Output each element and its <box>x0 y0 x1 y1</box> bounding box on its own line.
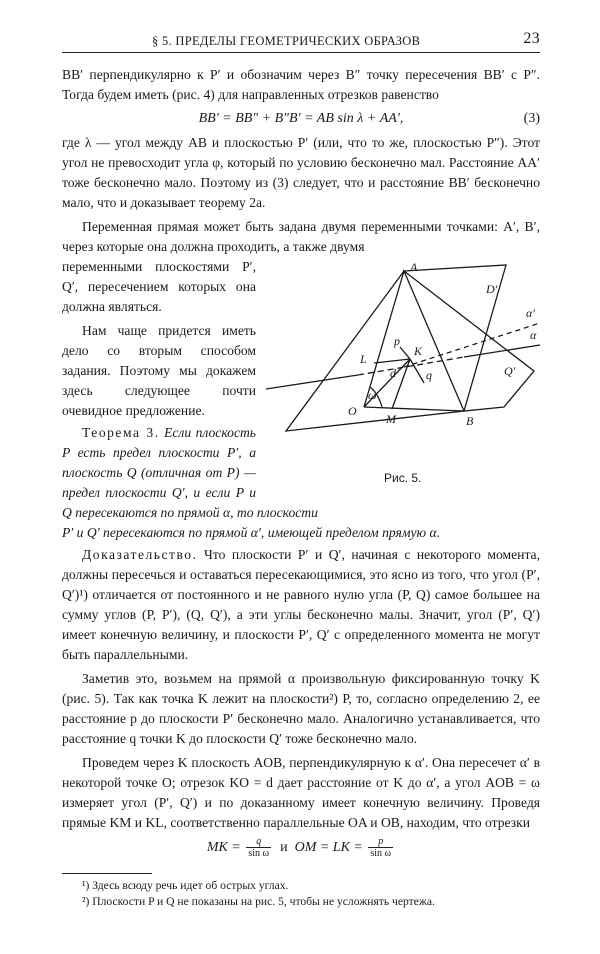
final-conjunction: и <box>280 840 288 855</box>
line-alpha <box>266 375 358 389</box>
proof-label: Доказательство. <box>82 547 198 562</box>
fraction-q-over-sin <box>246 836 271 859</box>
equation-3 <box>62 107 540 131</box>
proof <box>62 545 540 665</box>
paragraph-1: BB′ перпендикулярно к P′ и обозначим через B″ точку пересечения BB′ с P″. Тогда будем иметь (рис. 4) для направленных отрезков равенство <box>62 67 540 102</box>
label-q: q <box>426 368 432 382</box>
running-header <box>62 30 540 53</box>
label-o: O <box>348 404 357 418</box>
paragraph-4: Нам чаще придется иметь дело со вторым способом задания. Поэтому мы докажем здесь следующее почти очевидное предложение. <box>62 323 256 418</box>
label-omega: ω <box>368 388 377 402</box>
label-alpha: α <box>530 328 537 342</box>
footnote-2: ²) Плоскости P и Q не показаны на рис. 5, чтобы не усложнять чертежа. <box>82 895 435 908</box>
label-b: B <box>466 414 474 428</box>
paragraph-2: где λ — угол между AB и плоскостью P′ (или, что то же, плоскостью P″). Этот угол не превосходит угла φ, который по условию бесконечно мал. Расстояние AA′ тоже бесконечно мало. Поэтому из (3) следует, что и расстояние BB′ бесконечно мало, что и доказывает теорему 2a. <box>62 135 540 210</box>
label-a: A <box>410 260 418 274</box>
footnote-1: ¹) Здесь всюду речь идет об острых углах. <box>82 879 289 892</box>
label-k: K <box>414 344 423 358</box>
theorem-3-cont <box>62 523 540 543</box>
line-kl <box>374 359 410 363</box>
label-d-prime: D′ <box>486 282 498 296</box>
equation-3-expression: BB′ = BB″ + B″B′ = AB sin λ + AA′, <box>198 111 404 126</box>
label-alpha-prime: α′ <box>526 306 535 320</box>
label-q-prime: Q′ <box>504 364 516 378</box>
fraction-p-over-sin <box>368 836 393 859</box>
fraction-2-numerator: p <box>368 836 393 848</box>
final-formula <box>62 835 540 861</box>
plane-p-prime <box>286 265 506 431</box>
final-lhs-1: MK = <box>206 840 241 855</box>
book-page <box>62 30 540 910</box>
footnote-rule <box>62 873 152 874</box>
label-d: d <box>390 366 396 380</box>
proof-text: Что плоскости P′ и Q′, начиная с некоторого момента, должны пересечься и оставаться пересекающимися, это ясно из того, что угол (P′, Q′)¹) отличается от постоянного и не равного нулю угла (P, Q) самое большее на сумму углов (P, P′), (Q, Q′), а эти углы бесконечно малы. Значит, угол (P′, Q′) имеет конечную величину, и плоскости P′, Q′ с определенного момента не могут быть параллельными. <box>62 547 540 662</box>
page-number: 23 <box>523 30 540 47</box>
equation-3-number: (3) <box>523 111 540 126</box>
paragraph-7: Проведем через K плоскость AOB, перпендикулярную к α′. Она пересечет α′ в некоторой точке O; отрезок KO = d дает расстояние от K до α′, а угол AOB = ω измеряет угол (P′, Q′) и по доказанному имеет конечную величину. Проведя прямые KM и KL, соответственно параллельные OA и OB, находим, что отрезки <box>62 755 540 830</box>
fraction-1-numerator: q <box>246 836 271 848</box>
fraction-1-denominator: sin ω <box>248 848 270 860</box>
final-lhs-2: OM = LK = <box>294 840 363 855</box>
running-title: § 5. ПРЕДЕЛЫ ГЕОМЕТРИЧЕСКИХ ОБРАЗОВ <box>152 34 421 48</box>
label-l: L <box>360 352 367 366</box>
figure-5-caption: Рис. 5. <box>384 471 422 485</box>
label-m: M <box>386 412 396 426</box>
fraction-2-denominator: sin ω <box>370 848 392 860</box>
paragraph-6: Заметив это, возьмем на прямой α произвольную фиксированную точку K (рис. 5). Так как точка K лежит на плоскости²) P, то, согласно определению 2, ее расстояние p до плоскости P′ бесконечно мало. Аналогично устанавливается, что расстояние q точки K до плоскости Q′ тоже бесконечно мало. <box>62 671 540 746</box>
theorem-3-text-full: P′ и Q′ пересекаются по прямой α′, имеющей пределом прямую α. <box>62 525 441 540</box>
theorem-3-text: Если плоскость P есть предел плоскости P′, а плоскость Q (отличная от P) — предел плоскости Q′, и если P и Q пересекаются по прямой α, то плоскости <box>62 425 318 520</box>
paragraph-3-start: Переменная прямая может быть задана двумя переменными точками: A′, B′, через которые она должна проходить, а также двумя <box>62 219 540 254</box>
line-kp <box>400 347 410 359</box>
theorem-3-label: Теорема 3. <box>82 425 160 440</box>
figure-5 <box>264 259 544 491</box>
line-ob <box>364 407 464 411</box>
plane-q-prime <box>404 271 534 411</box>
label-p: p <box>394 334 400 348</box>
paragraph-3-cont: переменными плоскостями P′, Q′, пересечением которых она должна являться. <box>62 259 256 314</box>
figure-5-drawing <box>264 259 544 469</box>
